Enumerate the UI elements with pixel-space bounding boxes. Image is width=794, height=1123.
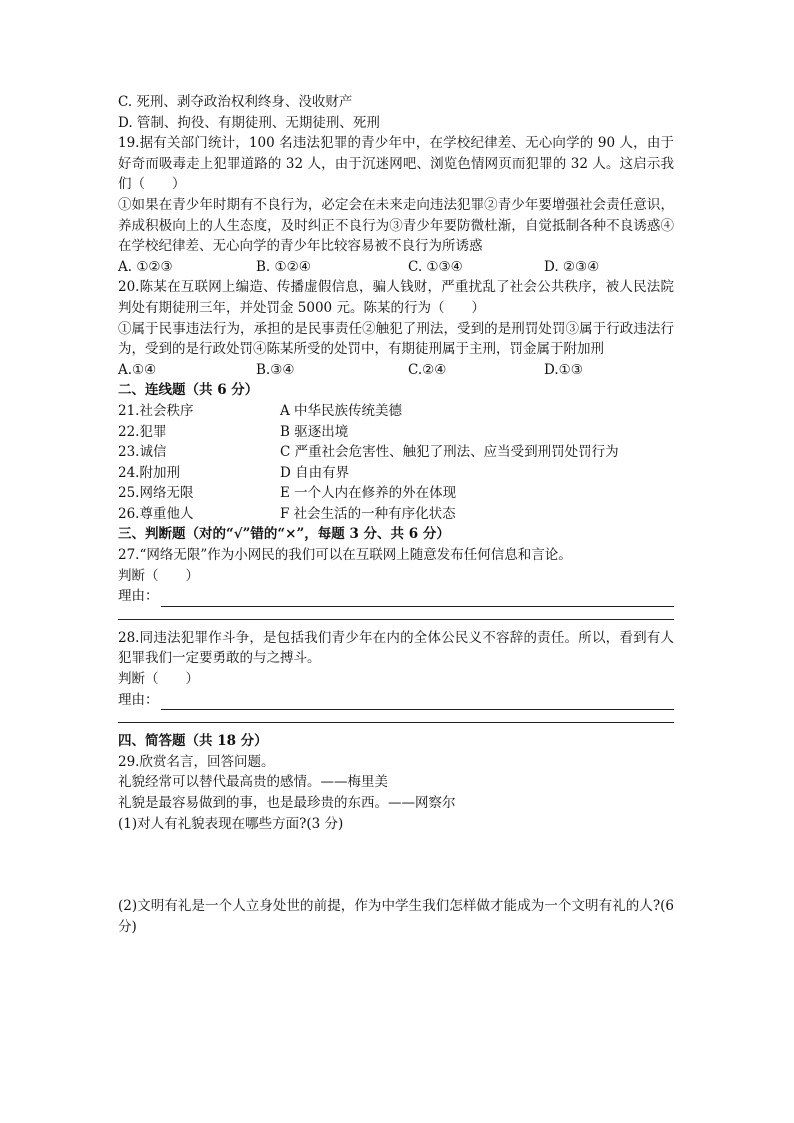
- q20-option-a: A.①④: [118, 361, 157, 378]
- option-c-line: C. 死刑、剥夺政治权利终身、没收财产: [118, 94, 353, 110]
- q27-reason-label: 理由：: [118, 588, 159, 605]
- q28-answer-line-1[interactable]: [161, 695, 675, 710]
- q29-sub-1: (1)对人有礼貌表现在哪些方面?(3 分): [118, 815, 344, 832]
- matching-row: [118, 463, 674, 484]
- q19-option-c: C. ①③④: [408, 258, 463, 275]
- section-3-heading: 三、判断题（对的“√”错的“×”，每题 3 分、共 6 分）: [118, 526, 450, 543]
- question-19-statements: ①如果在青少年时期有不良行为，必定会在未来走向违法犯罪②青少年要增强社会责任意识，养成积极向上的人生态度，及时纠正不良行为③青少年要防微杜渐，自觉抵制各种不良诱惑④在学校纪律差、无心向学的青少年比较容易被不良行为所诱惑: [118, 196, 674, 255]
- section-2-heading: 二、连线题（共 6 分）: [118, 382, 259, 399]
- option-d-line: D. 管制、拘役、有期徒刑、无期徒刑、死刑: [118, 114, 380, 131]
- q28-answer-line-2[interactable]: [118, 710, 674, 723]
- q19-option-d: D. ②③④: [544, 258, 600, 275]
- matching-right-item: B 驱逐出境: [280, 423, 349, 440]
- q28-reason-label: 理由：: [118, 691, 159, 708]
- q27-answer-line-2[interactable]: [118, 607, 674, 620]
- q20-option-c: C.②④: [408, 361, 447, 378]
- matching-right-item: E 一个人内在修养的外在体现: [280, 485, 457, 502]
- matching-row: [118, 504, 674, 525]
- question-19-stem: 19.据有关部门统计，100 名违法犯罪的青少年中，在学校纪律差、无心向学的 90 人，由于好奇而吸毒走上犯罪道路的 32 人，由于沉迷网吧、浏览色情网页而犯罪的 32 人。这启示我们（ ）: [118, 135, 674, 193]
- matching-left-item: 21.社会秩序: [118, 402, 194, 419]
- question-27: 27.“网络无限”作为小网民的我们可以在互联网上随意发布任何信息和言论。: [118, 547, 572, 564]
- matching-right-item: C 严重社会危害性、触犯了刑法、应当受到刑罚处罚行为: [280, 444, 619, 461]
- question-29: 29.欣赏名言，回答问题。: [118, 753, 275, 770]
- q27-answer-line-1[interactable]: [161, 592, 675, 607]
- q19-option-a: A. ①②③: [118, 258, 173, 275]
- q29-sub-2: (2)文明有礼是一个人立身处世的前提，作为中学生我们怎样做才能成为一个文明有礼的人?(6 分): [118, 898, 674, 935]
- matching-row: [118, 401, 674, 422]
- matching-left-item: 23.诚信: [118, 444, 167, 461]
- q29-sub-1-answer-space[interactable]: [118, 834, 674, 896]
- q28-reason-line: [118, 690, 674, 711]
- question-20-stem: 20.陈某在互联网上编造、传播虚假信息，骗人钱财，严重扰乱了社会公共秩序，被人民法院判处有期徒刑三年，并处罚金 5000 元。陈某的行为（ ）: [118, 279, 674, 316]
- q19-option-b: B. ①②④: [256, 258, 311, 275]
- question-20-options: [118, 360, 674, 381]
- matching-left-item: 25.网络无限: [118, 485, 194, 502]
- matching-left-item: 22.犯罪: [118, 423, 167, 440]
- section-4-heading: 四、简答题（共 18 分）: [118, 733, 268, 750]
- matching-right-item: A 中华民族传统美德: [280, 402, 403, 419]
- question-19-options: [118, 257, 674, 278]
- question-28: 28.同违法犯罪作斗争，是包括我们青少年在内的全体公民义不容辞的责任。所以，看到有人犯罪我们一定要勇敢的与之搏斗。: [118, 629, 674, 667]
- matching-left-item: 26.尊重他人: [118, 505, 194, 522]
- matching-right-item: F 社会生活的一种有序化状态: [280, 505, 456, 522]
- q27-judge-label: 判断（ ）: [118, 567, 199, 584]
- matching-row: [118, 422, 674, 443]
- exam-page: [118, 92, 674, 937]
- q28-judge-label: 判断（ ）: [118, 671, 199, 688]
- matching-row: [118, 483, 674, 504]
- matching-row: [118, 442, 674, 463]
- matching-left-item: 24.附加刑: [118, 464, 180, 481]
- q27-reason-line: [118, 586, 674, 607]
- question-20-statements: ①属于民事违法行为，承担的是民事责任②触犯了刑法，受到的是刑罚处罚③属于行政违法行为，受到的是行政处罚④陈某所受的处罚中，有期徒刑属于主刑，罚金属于附加刑: [118, 320, 674, 358]
- q20-option-b: B.③④: [256, 361, 295, 378]
- matching-list: [118, 401, 674, 525]
- quote-2: 礼貌是最容易做到的事，也是最珍贵的东西。——网察尔: [118, 795, 456, 811]
- matching-right-item: D 自由有界: [280, 464, 350, 481]
- q20-option-d: D.①③: [544, 361, 583, 378]
- quote-1: 礼貌经常可以替代最高贵的感情。——梅里美: [118, 774, 388, 791]
